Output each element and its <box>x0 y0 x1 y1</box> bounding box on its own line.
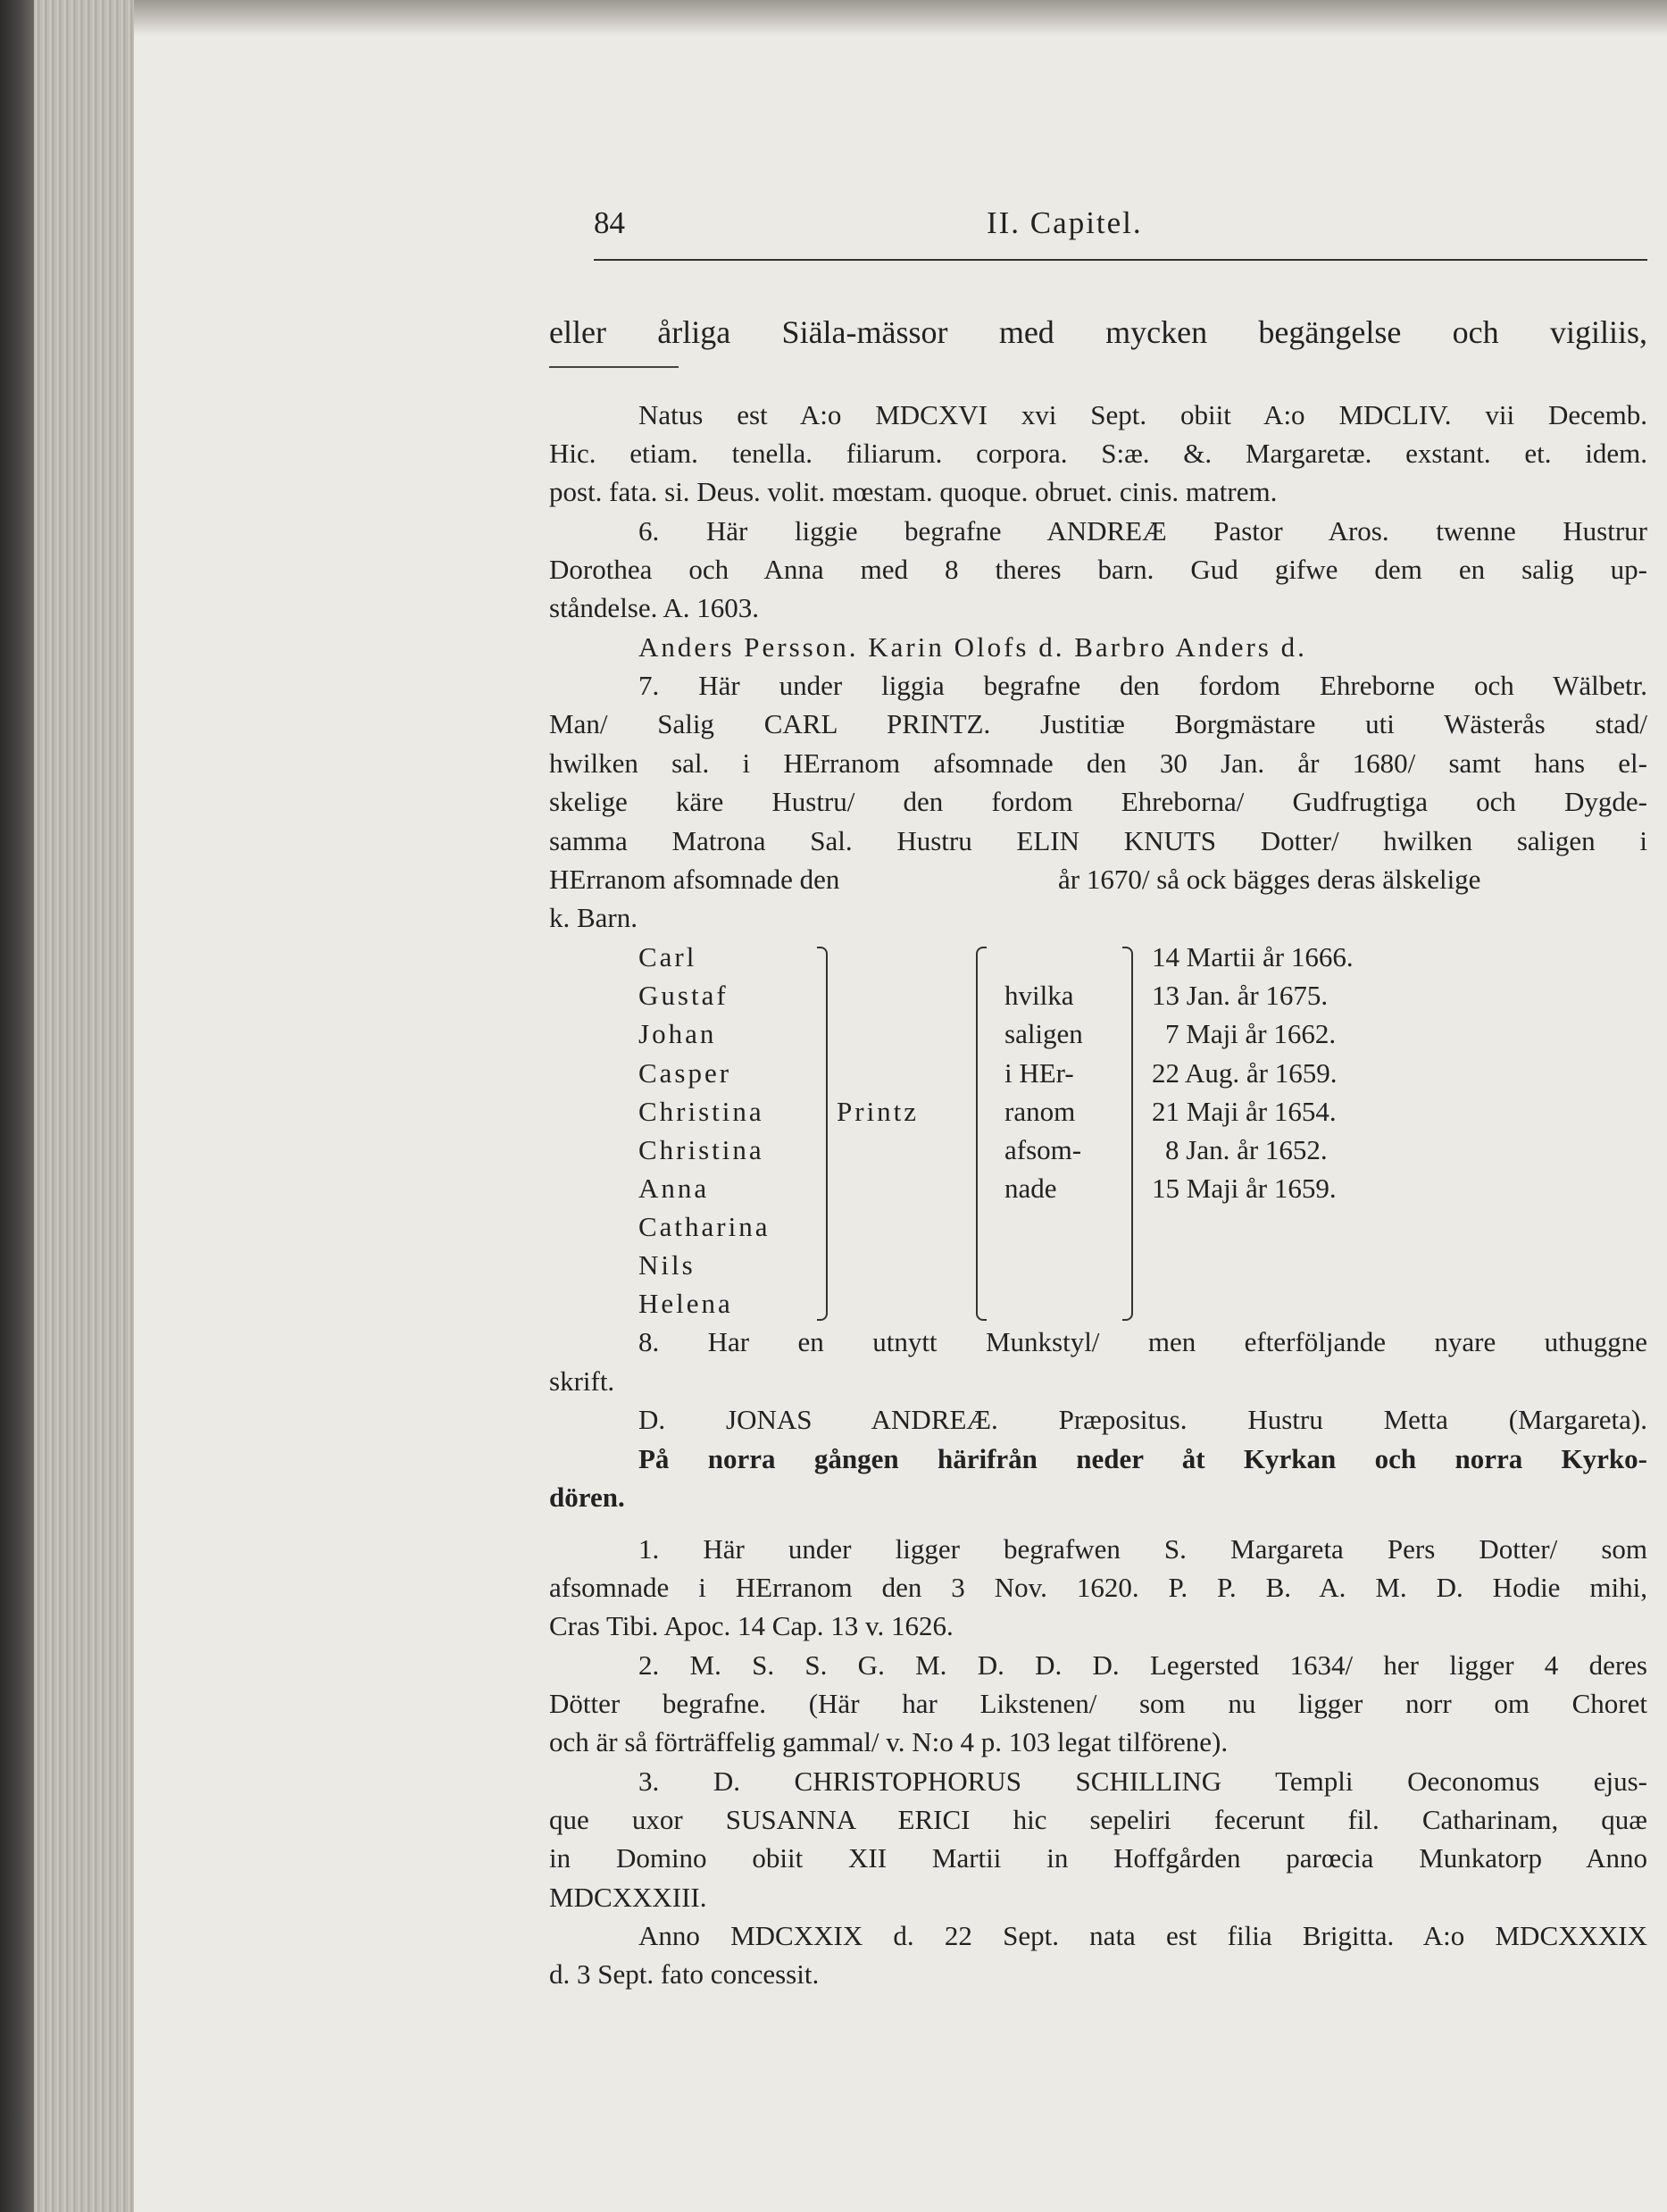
text-line: skelige käre Hustru/ den fordom Ehreborna/ Gudfrugtiga och Dygde- <box>549 786 1647 817</box>
child-name: Casper <box>638 1057 732 1089</box>
middle-text: ranom <box>1004 1096 1076 1127</box>
scan-dark-border <box>0 0 34 2212</box>
text-line: D. JONAS ANDREÆ. Præpositus. Hustru Metta (Margareta). <box>638 1404 1647 1435</box>
text-line: 3. D. CHRISTOPHORUS SCHILLING Templi Oeconomus ejus- <box>638 1765 1647 1797</box>
middle-text: i HEr- <box>1004 1057 1074 1089</box>
text-line: 6. Här liggie begrafne ANDREÆ Pastor Aros. twenne Hustrur <box>638 515 1647 547</box>
text-line: Dötter begrafne. (Här har Likstenen/ som nu ligger norr om Choret <box>549 1688 1647 1719</box>
child-name: Christina <box>638 1096 764 1127</box>
text-line: skrift. <box>549 1365 615 1397</box>
text-line: Hic. etiam. tenella. filiarum. corpora. S:æ. &. Margaretæ. exstant. et. idem. <box>549 438 1647 469</box>
right-brace <box>817 947 828 1321</box>
middle-text: afsom- <box>1004 1134 1082 1165</box>
child-name: Carl <box>638 941 697 972</box>
text-line: Man/ Salig CARL PRINTZ. Justitiæ Borgmästare uti Wästerås stad/ <box>549 708 1647 739</box>
text-line: afsomnade i HErranom den 3 Nov. 1620. P. P. B. A. M. D. Hodie mihi, <box>549 1572 1647 1603</box>
text-line: 8. Har en utnytt Munkstyl/ men efterföljande nyare uthuggne <box>638 1326 1647 1357</box>
text-line: 2. M. S. S. G. M. D. D. D. Legersted 1634/ her ligger 4 deres <box>638 1649 1647 1681</box>
death-date: 13 Jan. år 1675. <box>1152 980 1329 1011</box>
text-line: ståndelse. A. 1603. <box>549 592 760 623</box>
child-name: Johan <box>638 1018 717 1049</box>
child-name: Christina <box>638 1134 764 1165</box>
right-brace <box>1122 947 1133 1321</box>
section-rule <box>549 366 679 368</box>
death-date: 21 Maji år 1654. <box>1152 1096 1337 1127</box>
text-line: Anno MDCXXIX d. 22 Sept. nata est filia Brigitta. A:o MDCXXXIX <box>638 1920 1647 1951</box>
death-date: 7 Maji år 1662. <box>1165 1018 1337 1049</box>
death-date: 15 Maji år 1659. <box>1152 1173 1337 1204</box>
child-name: Anna <box>638 1173 710 1204</box>
text-line: que uxor SUSANNA ERICI hic sepeliri fecerunt fil. Catharinam, quæ <box>549 1804 1647 1835</box>
child-name: Catharina <box>638 1211 771 1242</box>
section-heading: På norra gången härifrån neder åt Kyrkan och norra Kyrko- <box>638 1443 1647 1474</box>
death-date: 22 Aug. år 1659. <box>1152 1057 1338 1089</box>
child-name: Gustaf <box>638 980 729 1011</box>
text-line: och är så förträffelig gammal/ v. N:o 4 p. 103 legat tilförene). <box>549 1726 1229 1757</box>
death-date: 8 Jan. år 1652. <box>1165 1134 1328 1165</box>
text-line: 1. Här under ligger begrafwen S. Margareta Pers Dotter/ som <box>638 1533 1647 1565</box>
text-line: hwilken sal. i HErranom afsomnade den 30 Jan. år 1680/ samt hans el- <box>549 747 1647 779</box>
text-line: k. Barn. <box>549 902 638 933</box>
middle-text: nade <box>1004 1173 1057 1204</box>
header-rule <box>594 259 1647 261</box>
section-heading: dören. <box>549 1482 625 1513</box>
text-line: eller årliga Siäla-mässor med mycken begängelse och vigiliis, <box>549 314 1647 350</box>
left-brace <box>976 947 987 1321</box>
child-name: Helena <box>638 1288 733 1319</box>
text-line: MDCXXXIII. <box>549 1882 707 1913</box>
text-line: Natus est A:o MDCXVI xvi Sept. obiit A:o MDCLIV. vii Decemb. <box>638 399 1647 430</box>
chapter-title: II. Capitel. <box>987 205 1143 240</box>
surname: Printz <box>837 1096 920 1127</box>
middle-text: saligen <box>1004 1018 1083 1049</box>
text-line: år 1670/ så ock bägges deras älskelige <box>1058 864 1481 895</box>
page-number: 84 <box>594 205 625 240</box>
child-name: Nils <box>638 1249 696 1281</box>
text-line: 7. Här under liggia begrafne den fordom Ehreborne och Wälbetr. <box>638 670 1647 701</box>
middle-text: hvilka <box>1004 980 1074 1011</box>
page-top-shadow <box>134 0 1667 36</box>
text-line: Cras Tibi. Apoc. 14 Cap. 13 v. 1626. <box>549 1610 954 1641</box>
text-line: Dorothea och Anna med 8 theres barn. Gud gifwe dem en salig up- <box>549 554 1647 585</box>
text-line: Anders Persson. Karin Olofs d. Barbro Anders d. <box>638 631 1307 663</box>
text-line: post. fata. si. Deus. volit. mœstam. quoque. obruet. cinis. matrem. <box>549 476 1278 507</box>
text-line: samma Matrona Sal. Hustru ELIN KNUTS Dotter/ hwilken saligen i <box>549 825 1647 856</box>
text-line: in Domino obiit XII Martii in Hoffgården parœcia Munkatorp Anno <box>549 1842 1647 1874</box>
text-line: HErranom afsomnade den <box>549 864 840 895</box>
death-date: 14 Martii år 1666. <box>1152 941 1354 972</box>
text-line: d. 3 Sept. fato concessit. <box>549 1958 820 1990</box>
